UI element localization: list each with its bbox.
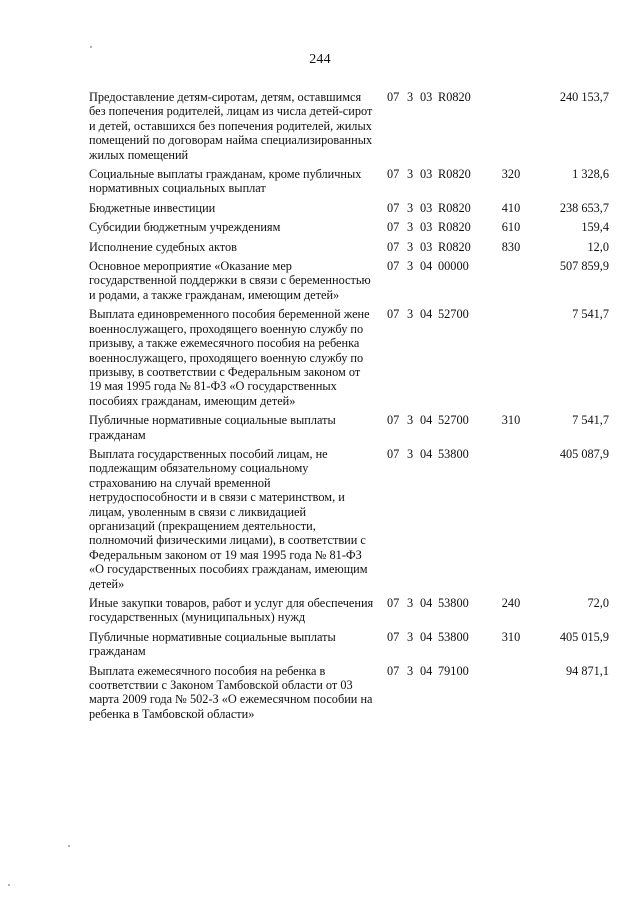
page-number: 244 <box>309 52 331 67</box>
row-sum: 12,0 <box>587 239 609 254</box>
row-code-nd: 53800 <box>438 629 469 644</box>
row-code-nd: 52700 <box>438 413 469 428</box>
row-name: Иные закупки товаров, работ и услуг для обеспечения государственных (муниципальных) нужд <box>89 596 374 625</box>
row-sum: 507 859,9 <box>559 259 609 274</box>
row-sum: 1 328,6 <box>572 167 609 182</box>
row-code-vr: 830 <box>501 239 521 254</box>
row-code-rz: 07 <box>387 90 400 104</box>
row-code-rz: 07 <box>387 239 400 254</box>
row-code-vr: 610 <box>501 220 521 235</box>
row-code-rz: 07 <box>387 446 400 461</box>
row-code-rz: 07 <box>387 200 400 215</box>
row-name: Выплата ежемесячного пособия на ребенка в соответствии с Законом Тамбовской области от 03 марта 2009 года № 502-З «О ежемесячном пособии на ребенка в Тамбовской области» <box>89 663 373 721</box>
row-code-rz: 07 <box>387 629 400 644</box>
row-code-rz: 07 <box>387 413 400 428</box>
row-code-pr: 3 <box>407 259 414 274</box>
row-code-g: 03 <box>420 239 433 254</box>
row-code-pr: 3 <box>407 446 414 461</box>
row-name: Предоставление детям-сиротам, детям, оставшимся без попечения родителей, лицам из числа детей-сирот и детей, оставшихся без попечения родителей, жилых помещений по договорам найма специализированных жилых помещений <box>89 90 373 162</box>
row-code-pr: 3 <box>407 167 414 182</box>
row-name: Публичные нормативные социальные выплаты гражданам <box>89 629 336 659</box>
row-code-nd: 52700 <box>438 307 469 322</box>
scan-mark <box>8 884 10 886</box>
table-row <box>89 413 609 447</box>
row-code-rz: 07 <box>387 663 400 678</box>
row-code-nd: R0820 <box>438 220 471 235</box>
row-code-g: 04 <box>420 307 433 322</box>
row-code-nd: R0820 <box>438 167 471 182</box>
row-code-vr: 240 <box>501 596 521 610</box>
row-sum: 7 541,7 <box>572 413 609 428</box>
row-name: Выплата единовременного пособия беременной жене военнослужащего, проходящего военную службу по призыву, а также ежемесячного пособия на ребенка военнослужащего, проходящего военную службу по призыву, в соответствии с Федеральным законом от 19 мая 1995 года № 81-ФЗ «О государственных пособиях гражданам, имеющим детей» <box>89 307 370 408</box>
row-code-pr: 3 <box>407 629 414 644</box>
row-code-rz: 07 <box>387 220 400 235</box>
row-sum: 240 153,7 <box>559 90 609 104</box>
row-code-pr: 3 <box>407 596 414 610</box>
row-code-nd: 00000 <box>438 259 469 274</box>
row-code-g: 03 <box>420 90 433 104</box>
table-row <box>89 664 609 727</box>
table-row <box>89 307 609 413</box>
row-code-pr: 3 <box>407 239 414 254</box>
table-body <box>89 90 609 726</box>
table-row <box>89 201 609 220</box>
row-code-g: 04 <box>420 663 433 678</box>
row-sum: 238 653,7 <box>559 200 609 215</box>
row-sum: 72,0 <box>587 596 609 610</box>
row-code-nd: R0820 <box>438 90 471 104</box>
row-code-g: 04 <box>420 596 433 610</box>
row-code-g: 03 <box>420 220 433 235</box>
row-code-nd: R0820 <box>438 200 471 215</box>
row-code-nd: 53800 <box>438 446 469 461</box>
row-code-rz: 07 <box>387 596 400 610</box>
row-name: Субсидии бюджетным учреждениям <box>89 220 281 235</box>
row-code-rz: 07 <box>387 307 400 322</box>
row-sum: 94 871,1 <box>565 663 609 678</box>
row-code-g: 04 <box>420 446 433 461</box>
row-name: Выплата государственных пособий лицам, не подлежащим обязательному социальному страхованию на случай временной нетрудоспособности и в связи с материнством, и лицам, уволенным в связи с ликвидацией организаций (прекращением деятельности, полномочий физическими лицами), в соответствии с Федеральным законом от 19 мая 1995 года № 81-ФЗ «О государственных пособиях гражданам, имеющим детей» <box>89 446 368 591</box>
row-name: Исполнение судебных актов <box>89 239 237 254</box>
row-name: Основное мероприятие «Оказание мер государственной поддержки в связи с беременностью и родами, а также гражданам, имеющим детей» <box>89 259 371 302</box>
row-code-vr <box>493 447 529 596</box>
table-row <box>89 596 609 630</box>
row-code-pr: 3 <box>407 200 414 215</box>
table-row <box>89 90 609 167</box>
row-name: Бюджетные инвестиции <box>89 200 216 215</box>
row-code-nd: R0820 <box>438 239 471 254</box>
row-code-pr: 3 <box>407 90 414 104</box>
row-code-nd: 53800 <box>438 596 469 610</box>
row-code-g: 04 <box>420 629 433 644</box>
scan-mark <box>68 845 70 847</box>
row-name: Социальные выплаты гражданам, кроме публичных нормативных социальных выплат <box>89 167 362 196</box>
table-row <box>89 240 609 259</box>
row-code-vr: 410 <box>501 200 521 215</box>
table-row <box>89 167 609 201</box>
row-code-vr: 310 <box>501 413 521 428</box>
row-code-rz: 07 <box>387 167 400 182</box>
row-code-vr: 310 <box>501 629 521 644</box>
row-code-vr <box>493 90 529 167</box>
row-code-vr <box>493 307 529 413</box>
row-code-rz: 07 <box>387 259 400 274</box>
budget-table <box>89 90 609 726</box>
row-code-pr: 3 <box>407 663 414 678</box>
row-code-pr: 3 <box>407 413 414 428</box>
row-code-vr <box>493 664 529 727</box>
row-code-nd: 79100 <box>438 663 469 678</box>
row-code-pr: 3 <box>407 220 414 235</box>
row-sum: 405 087,9 <box>559 446 609 461</box>
row-code-g: 04 <box>420 413 433 428</box>
row-sum: 405 015,9 <box>559 629 609 644</box>
row-code-g: 03 <box>420 200 433 215</box>
row-code-vr: 320 <box>501 167 521 182</box>
row-code-g: 04 <box>420 259 433 274</box>
row-name: Публичные нормативные социальные выплаты гражданам <box>89 413 336 442</box>
row-code-vr <box>493 259 529 307</box>
row-sum: 7 541,7 <box>572 307 609 322</box>
table-row <box>89 630 609 664</box>
table-row <box>89 447 609 596</box>
table-row <box>89 220 609 239</box>
table-row <box>89 259 609 307</box>
scan-mark <box>90 46 92 48</box>
row-sum: 159,4 <box>581 220 609 235</box>
row-code-g: 03 <box>420 167 433 182</box>
row-code-pr: 3 <box>407 307 414 322</box>
